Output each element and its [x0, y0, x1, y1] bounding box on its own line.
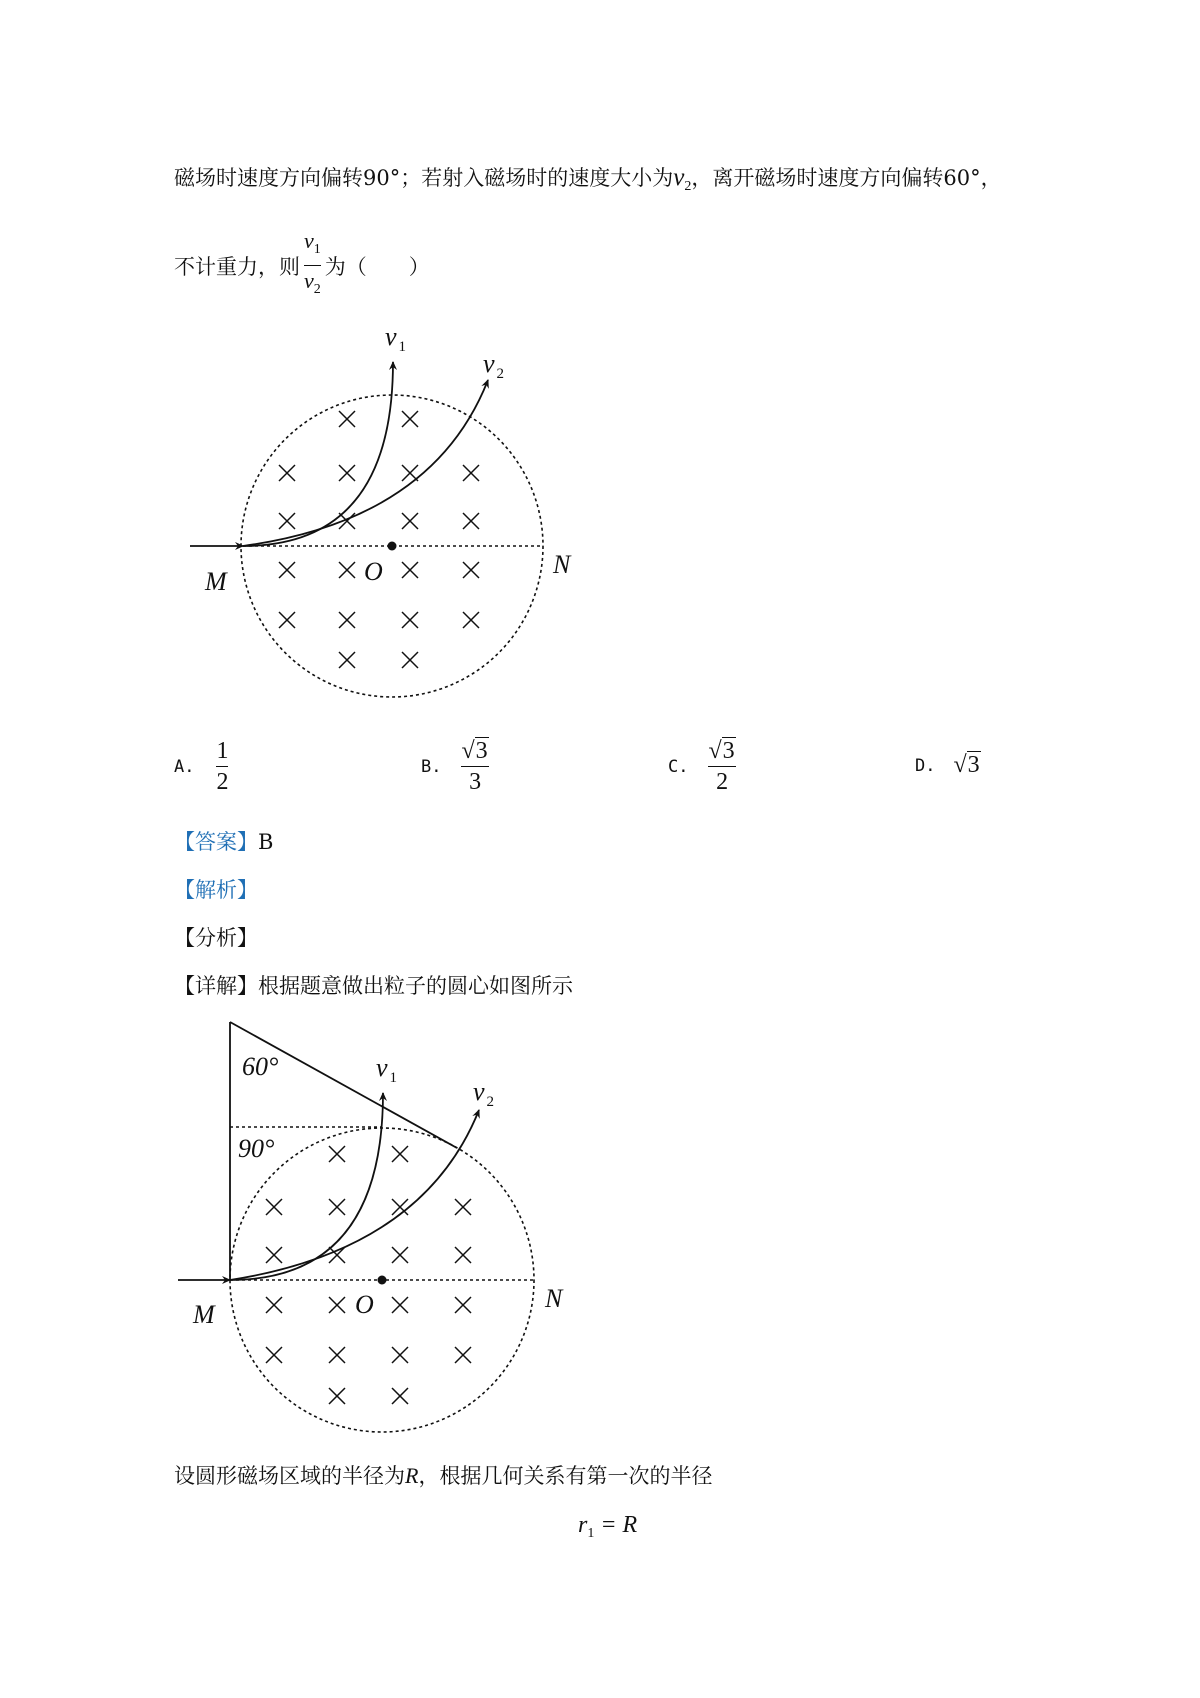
question-line-1: [174, 162, 1002, 195]
angle-value: 60°: [943, 166, 981, 190]
label-v2: v $_2$: [483, 349, 505, 382]
angle-60-label: 60°: [242, 1052, 279, 1081]
question-text: 磁场时速度方向偏转: [174, 166, 363, 190]
option-b-value: $\frac{√3}{3}$: [461, 738, 488, 795]
label-v2: v $_2$: [473, 1077, 495, 1110]
answer-label: 【答案】: [174, 830, 258, 854]
equation-r1: $r_1 = R$: [578, 1512, 638, 1541]
question-text: 不计重力，则: [174, 254, 300, 279]
option-c[interactable]: [668, 738, 736, 795]
option-c-value: $\frac{√3}{2}$: [708, 738, 735, 795]
detail-line: [174, 970, 573, 1000]
option-b[interactable]: [421, 738, 489, 795]
option-a-value: $\frac{1}{2}$: [216, 738, 229, 795]
label-v1: v $_1$: [385, 322, 407, 355]
option-letter: B.: [421, 756, 442, 777]
answer-line: [174, 826, 273, 856]
option-letter: C.: [668, 756, 689, 777]
label-v1: v $_1$: [376, 1053, 398, 1086]
punctuation: ，: [980, 166, 1002, 190]
trajectory-v1: [230, 1093, 383, 1280]
question-line-2: [174, 228, 430, 303]
field-x-marks: [266, 1146, 471, 1404]
question-text: 为（ ）: [324, 254, 430, 279]
fenxi-label: 【分析】: [174, 926, 258, 950]
analysis-label: 【解析】: [174, 878, 258, 902]
trajectory-v1: [243, 362, 393, 546]
question-text: ；若射入磁场时的速度大小为: [400, 166, 674, 190]
radius-symbol: R: [405, 1463, 419, 1488]
label-M: M: [193, 1300, 215, 1329]
field-x-marks: [279, 411, 479, 668]
detail-text: 根据题意做出粒子的圆心如图所示: [258, 974, 573, 998]
label-O: O: [364, 557, 383, 586]
angle-90-label: 90°: [238, 1134, 275, 1163]
answer-value: B: [258, 830, 274, 854]
center-dot: [388, 542, 397, 551]
option-d-value: √3: [953, 752, 980, 778]
option-letter: A.: [174, 756, 195, 777]
detail-label: 【详解】: [174, 974, 258, 998]
option-letter: D.: [915, 755, 936, 776]
label-N: N: [553, 550, 571, 579]
slanted-line: [230, 1022, 457, 1148]
option-a[interactable]: [174, 738, 228, 795]
figure-2-diagram: [170, 1015, 590, 1445]
solution-line: [174, 1460, 712, 1490]
figure-1-diagram: [170, 310, 590, 710]
angle-value: 90°: [363, 166, 401, 190]
label-O: O: [355, 1290, 374, 1319]
solution-text: ，根据几何关系有第一次的半径: [418, 1464, 713, 1488]
label-M: M: [205, 567, 227, 596]
trajectory-v2: [243, 380, 488, 546]
velocity-symbol: $v_2$: [673, 164, 692, 194]
option-d[interactable]: [915, 752, 981, 779]
solution-text: 设圆形磁场区域的半径为: [174, 1464, 405, 1488]
velocity-ratio: $\frac{v_1}{v_2}$: [304, 228, 321, 297]
label-N: N: [545, 1284, 563, 1313]
center-dot: [378, 1276, 387, 1285]
question-text: ，离开磁场时速度方向偏转: [691, 166, 944, 190]
